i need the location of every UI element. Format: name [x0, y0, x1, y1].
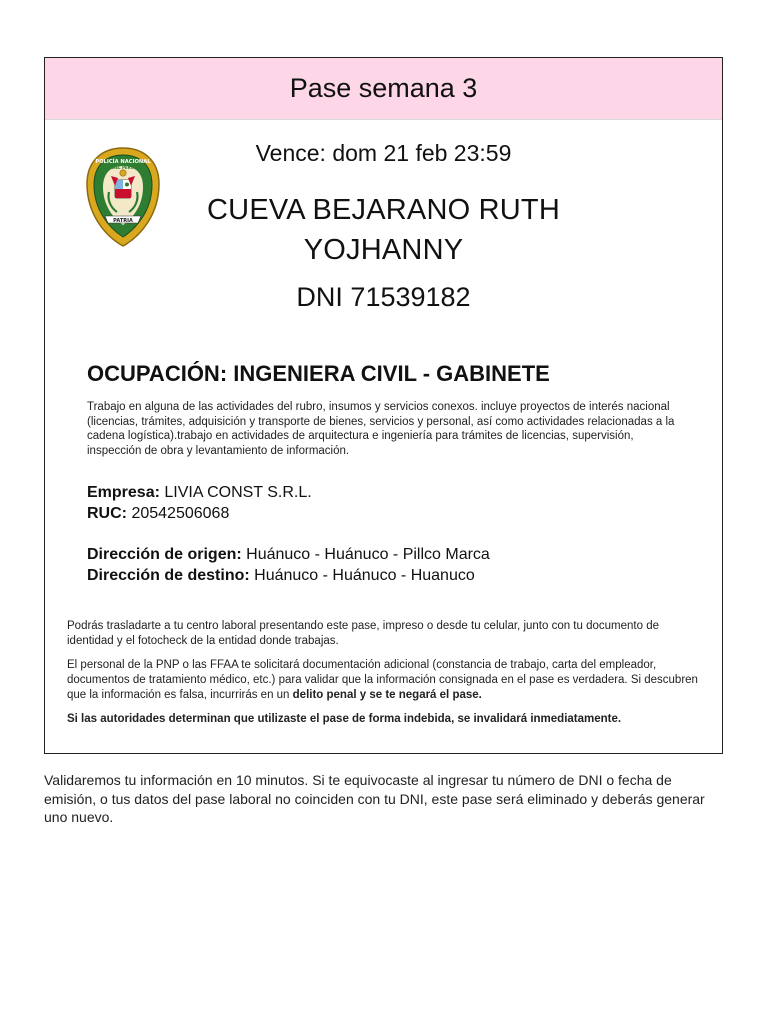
note-invalidation: Si las autoridades determinan que utilizaste el pase de forma indebida, se invalidará inmediatamente.	[67, 713, 622, 725]
pass-card	[44, 57, 723, 754]
destination-label: Dirección de destino:	[87, 567, 250, 584]
note-verification-warning: delito penal y se te negará el pase.	[292, 689, 482, 701]
pass-header	[45, 58, 722, 120]
ruc-label: RUC:	[87, 505, 127, 522]
origin-label: Dirección de origen:	[87, 546, 242, 563]
company-info	[87, 482, 312, 524]
holder-name-line1: CUEVA BEJARANO RUTH	[207, 194, 560, 226]
destination-row	[87, 565, 490, 586]
company-label: Empresa:	[87, 484, 160, 501]
ruc-row	[87, 503, 312, 524]
note-verification	[67, 658, 707, 703]
holder-name	[175, 190, 592, 270]
company-row	[87, 482, 312, 503]
occupation-title: OCUPACIÓN: INGENIERA CIVIL - GABINETE	[87, 361, 550, 386]
pass-title: Pase semana 3	[289, 73, 478, 103]
occupation-description: Trabajo en alguna de las actividades del rubro, insumos y servicios conexos. incluye proyectos de interés nacional (licencias, trámites, adquisición y transporte de bienes, servicios y personal, así como actividades relacionadas a la cadena logística).trabajo en actividades de arquitectura e ingeniería para trámites de licencias, supervisión, inspección de obra y levantamiento de información.	[87, 401, 675, 458]
ruc-value: 20542506068	[131, 505, 230, 522]
destination-value: Huánuco - Huánuco - Huanuco	[254, 567, 475, 584]
validation-notice: Validaremos tu información en 10 minutos. Si te equivocaste al ingresar tu número de DNI o fecha de emisión, o tus datos del pase laboral no coinciden con tu DNI, este pase será eliminado y deberás generar uno nuevo.	[44, 772, 705, 825]
note-usage: Podrás trasladarte a tu centro laboral presentando este pase, impreso o desde tu celular, junto con tu documento de identidad y el fotocheck de la entidad donde trabajas.	[67, 620, 659, 647]
seal-mid-text: DEL PERÚ	[112, 165, 134, 170]
seal-top-text: POLICÍA NACIONAL	[95, 159, 151, 165]
address-info	[87, 544, 490, 586]
seal-banner-text: PATRIA	[113, 218, 133, 224]
origin-row	[87, 544, 490, 565]
pass-notes	[67, 619, 707, 736]
holder-name-line2: YOJHANNY	[303, 234, 464, 266]
holder-dni: DNI 71539182	[296, 282, 471, 312]
origin-value: Huánuco - Huánuco - Pillco Marca	[246, 546, 490, 563]
expiry-date: Vence: dom 21 feb 23:59	[255, 140, 512, 166]
note-verification-text: El personal de la PNP o las FFAA te solicitará documentación adicional (constancia de trabajo, carta del empleador, documentos de tratamiento médico, etc.) para validar que la información consignada en el pase es verdadera. Si descubren que la información es falsa, incurrirás en un	[67, 659, 698, 701]
company-value: LIVIA CONST S.R.L.	[164, 484, 312, 501]
